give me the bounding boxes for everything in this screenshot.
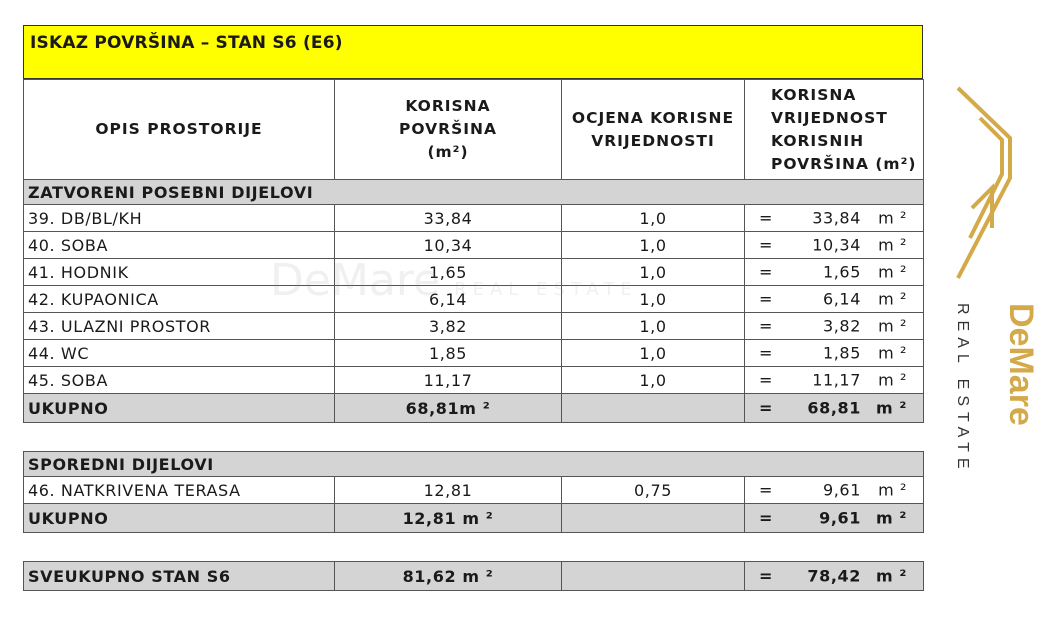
room-value: = 33,84 m ² [745,205,924,232]
room-coef: 1,0 [562,205,745,232]
room-name: 41. HODNIK [24,259,335,286]
room-value: = 1,65 m ² [745,259,924,286]
spacer-row [24,533,924,562]
room-name: 46. NATKRIVENA TERASA [24,477,335,504]
section-total-row: UKUPNO 12,81 m ² = 9,61 m ² [24,504,924,533]
room-value: = 1,85 m ² [745,340,924,367]
room-area: 6,14 [335,286,562,313]
room-coef: 1,0 [562,286,745,313]
table-row [24,205,924,232]
room-area: 11,17 [335,367,562,394]
room-area: 12,81 [335,477,562,504]
room-name: 39. DB/BL/KH [24,205,335,232]
room-area: 10,34 [335,232,562,259]
area-table [23,79,924,591]
room-name: 44. WC [24,340,335,367]
table-row [24,232,924,259]
room-area: 33,84 [335,205,562,232]
room-name: 42. KUPAONICA [24,286,335,313]
watermark: DeMare REAL ESTATE [270,255,638,306]
room-area: 1,85 [335,340,562,367]
spacer-row [24,423,924,452]
demare-house-icon [950,78,1040,498]
room-area: 1,65 [335,259,562,286]
header-vrijednost: KORISNA VRIJEDNOST KORISNIH POVRŠINA (m²) [745,80,924,180]
logo-brand-text: DeMare [1002,303,1040,426]
room-area: 3,82 [335,313,562,340]
room-coef: 1,0 [562,232,745,259]
demare-logo [950,78,1040,498]
section-total-row: UKUPNO 68,81m ² = 68,81 m ² [24,394,924,423]
section-header: SPOREDNI DIJELOVI [24,452,924,477]
room-value: = 10,34 m ² [745,232,924,259]
header-korisna-povrsina: KORISNA POVRŠINA (m²) [335,80,562,180]
room-value: = 9,61 m ² [745,477,924,504]
table-row [24,477,924,504]
room-coef: 1,0 [562,259,745,286]
room-name: 45. SOBA [24,367,335,394]
table-row [24,286,924,313]
room-coef: 1,0 [562,367,745,394]
room-value: = 6,14 m ² [745,286,924,313]
table-row [24,259,924,286]
table-row [24,340,924,367]
room-coef: 1,0 [562,340,745,367]
sheet-title: ISKAZ POVRŠINA – STAN S6 (E6) [23,25,923,79]
room-value: = 11,17 m ² [745,367,924,394]
table-row [24,313,924,340]
area-sheet [23,25,923,591]
header-ocjena: OCJENA KORISNE VRIJEDNOSTI [562,80,745,180]
table-row [24,367,924,394]
room-coef: 0,75 [562,477,745,504]
header-opis: OPIS PROSTORIJE [24,80,335,180]
section-header: ZATVORENI POSEBNI DIJELOVI [24,180,924,205]
header-row [24,80,924,180]
logo-tagline-text: REAL ESTATE [954,303,971,475]
room-name: 40. SOBA [24,232,335,259]
room-coef: 1,0 [562,313,745,340]
room-name: 43. ULAZNI PROSTOR [24,313,335,340]
grand-total-row: SVEUKUPNO STAN S6 81,62 m ² = 78,42 m ² [24,562,924,591]
room-value: = 3,82 m ² [745,313,924,340]
